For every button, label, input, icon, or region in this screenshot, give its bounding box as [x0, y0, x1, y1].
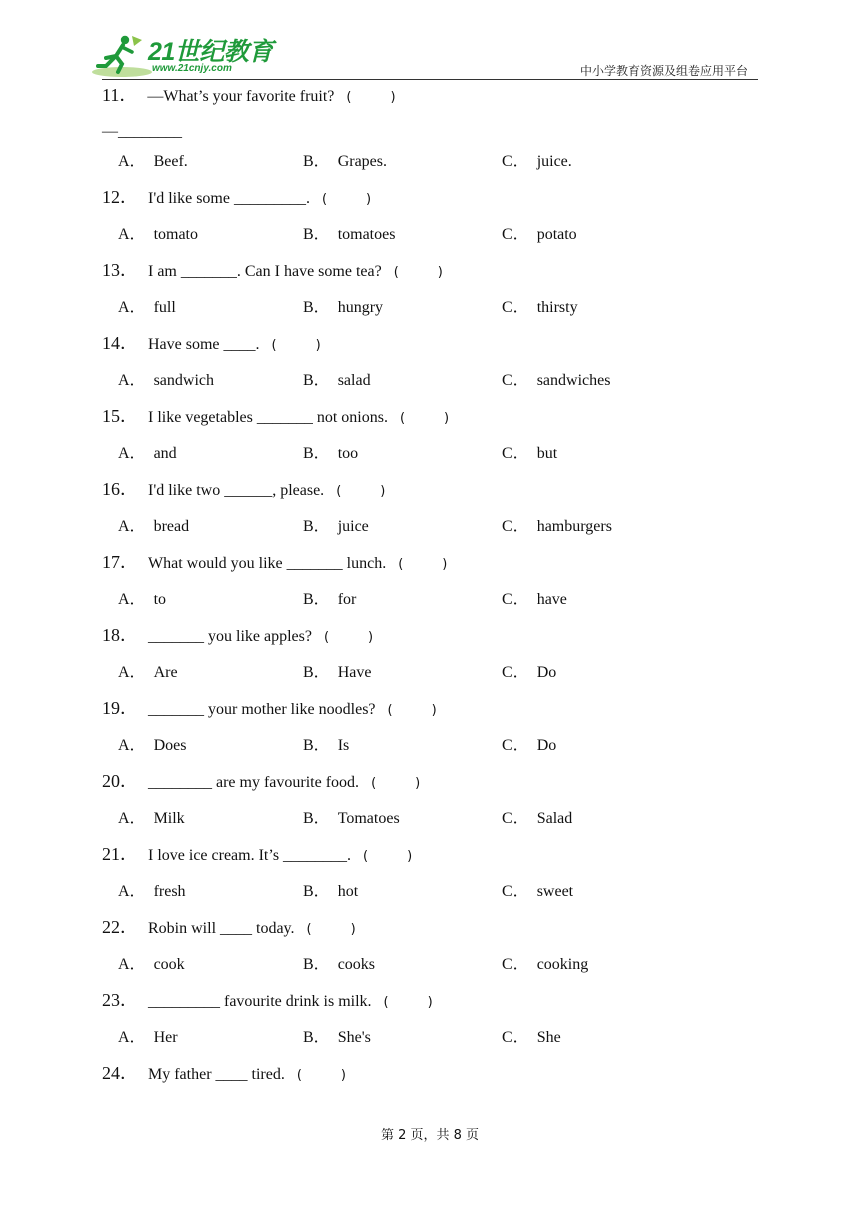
option-letter: C．	[502, 591, 529, 608]
option-c[interactable]	[502, 517, 612, 537]
answer-blank[interactable]: ( )	[398, 557, 448, 572]
option-text: hamburgers	[536, 518, 612, 535]
option-letter: A．	[118, 1029, 146, 1046]
option-letter: A．	[118, 664, 146, 681]
logo-url: www.21cnjy.com	[152, 63, 232, 74]
option-c[interactable]	[502, 1028, 561, 1048]
option-letter: B．	[303, 810, 330, 827]
option-b[interactable]	[303, 152, 387, 172]
site-logo	[92, 34, 273, 80]
option-text: Salad	[536, 810, 573, 827]
question-16	[102, 479, 385, 502]
option-a[interactable]	[118, 517, 189, 537]
option-b[interactable]	[303, 298, 383, 318]
option-text: but	[536, 445, 558, 462]
option-letter: A．	[118, 518, 146, 535]
question-24	[102, 1063, 346, 1086]
question-text: I'd like two ______, please.	[148, 482, 325, 499]
option-c[interactable]	[502, 298, 578, 318]
answer-blank[interactable]: ( )	[383, 995, 433, 1010]
option-letter: B．	[303, 445, 330, 462]
option-text: Beef.	[153, 153, 188, 170]
option-letter: A．	[118, 445, 146, 462]
option-a[interactable]	[118, 444, 177, 464]
option-text: Do	[536, 664, 557, 681]
question-21	[102, 844, 412, 867]
answer-blank[interactable]: ( )	[363, 849, 413, 864]
question-11	[102, 85, 396, 108]
option-letter: A．	[118, 226, 146, 243]
option-text: cooks	[337, 956, 376, 973]
option-a[interactable]	[118, 1028, 178, 1048]
question-text: Robin will ____ today.	[148, 920, 295, 937]
option-b[interactable]	[303, 371, 371, 391]
option-text: fresh	[153, 883, 186, 900]
option-text: full	[153, 299, 176, 316]
logo-text: 21世纪教育	[148, 38, 273, 66]
option-text: Milk	[153, 810, 185, 827]
option-text: sandwiches	[536, 372, 611, 389]
option-b[interactable]	[303, 590, 356, 610]
question-12	[102, 187, 371, 210]
question-17	[102, 552, 447, 575]
option-letter: B．	[303, 518, 330, 535]
option-b[interactable]	[303, 736, 349, 756]
question-number: 13．	[102, 260, 138, 280]
option-c[interactable]	[502, 736, 556, 756]
option-text: She	[536, 1029, 561, 1046]
question-number: 19．	[102, 698, 138, 718]
option-letter: B．	[303, 372, 330, 389]
option-a[interactable]	[118, 882, 186, 902]
option-a[interactable]	[118, 298, 176, 318]
answer-blank[interactable]: ( )	[321, 192, 372, 207]
option-letter: C．	[502, 226, 529, 243]
question-number: 14．	[102, 333, 138, 353]
question-text: Have some ____.	[148, 336, 260, 353]
option-letter: C．	[502, 372, 529, 389]
option-letter: C．	[502, 299, 529, 316]
option-c[interactable]	[502, 955, 588, 975]
option-b[interactable]	[303, 955, 375, 975]
question-text: My father ____ tired.	[148, 1066, 285, 1083]
option-letter: A．	[118, 956, 146, 973]
question-number: 24．	[102, 1063, 138, 1083]
question-19	[102, 698, 437, 721]
question-number: 23．	[102, 990, 138, 1010]
option-c[interactable]	[502, 225, 577, 245]
question-20	[102, 771, 420, 794]
option-letter: B．	[303, 883, 330, 900]
option-letter: B．	[303, 299, 330, 316]
question-number: 11．	[102, 85, 138, 105]
option-letter: B．	[303, 956, 330, 973]
option-letter: C．	[502, 810, 529, 827]
question-text: _______ you like apples?	[148, 628, 312, 645]
option-text: and	[153, 445, 177, 462]
question-number: 15．	[102, 406, 138, 426]
option-text: juice.	[536, 153, 572, 170]
option-text: Do	[536, 737, 557, 754]
option-text: have	[536, 591, 567, 608]
option-a[interactable]	[118, 736, 186, 756]
option-c[interactable]	[502, 444, 557, 464]
option-letter: A．	[118, 372, 146, 389]
question-text: What would you like _______ lunch.	[148, 555, 387, 572]
answer-blank[interactable]: ( )	[399, 411, 450, 426]
question-text: ________ are my favourite food.	[148, 774, 360, 791]
answer-blank[interactable]: ( )	[387, 703, 437, 718]
option-letter: B．	[303, 737, 330, 754]
option-a[interactable]	[118, 371, 214, 391]
option-b[interactable]	[303, 663, 371, 683]
option-c[interactable]	[502, 809, 572, 829]
option-letter: C．	[502, 737, 529, 754]
option-text: Have	[337, 664, 372, 681]
runner-icon	[92, 34, 152, 80]
option-text: thirsty	[536, 299, 578, 316]
option-text: hot	[337, 883, 359, 900]
option-letter: C．	[502, 1029, 529, 1046]
option-letter: C．	[502, 956, 529, 973]
question-15	[102, 406, 449, 429]
option-c[interactable]	[502, 152, 572, 172]
answer-blank[interactable]: ( )	[336, 484, 386, 499]
option-text: cooking	[536, 956, 589, 973]
option-c[interactable]	[502, 882, 573, 902]
option-c[interactable]	[502, 590, 567, 610]
option-c[interactable]	[502, 371, 610, 391]
option-letter: A．	[118, 299, 146, 316]
option-letter: C．	[502, 445, 529, 462]
option-text: salad	[337, 372, 371, 389]
option-b[interactable]	[303, 1028, 371, 1048]
option-text: potato	[536, 226, 577, 243]
option-text: Is	[337, 737, 350, 754]
question-text: _________ favourite drink is milk.	[148, 993, 372, 1010]
option-text: She's	[337, 1029, 371, 1046]
option-text: bread	[153, 518, 190, 535]
answer-line: —________	[102, 123, 182, 140]
question-text: I love ice cream. It’s ________.	[148, 847, 352, 864]
option-letter: B．	[303, 1029, 330, 1046]
option-text: sandwich	[153, 372, 214, 389]
option-letter: B．	[303, 591, 330, 608]
question-number: 21．	[102, 844, 138, 864]
question-18	[102, 625, 373, 648]
option-a[interactable]	[118, 663, 178, 683]
option-text: Her	[153, 1029, 178, 1046]
question-number: 22．	[102, 917, 138, 937]
question-22	[102, 917, 356, 940]
option-text: too	[337, 445, 359, 462]
option-b[interactable]	[303, 225, 395, 245]
question-text: _______ your mother like noodles?	[148, 701, 376, 718]
option-letter: C．	[502, 664, 529, 681]
answer-blank[interactable]: ( )	[393, 265, 443, 280]
option-a[interactable]	[118, 225, 198, 245]
question-14	[102, 333, 321, 356]
answer-blank[interactable]: ( )	[346, 90, 396, 105]
option-text: Tomatoes	[337, 810, 400, 827]
option-b[interactable]	[303, 517, 369, 537]
option-text: for	[337, 591, 357, 608]
question-text: I like vegetables _______ not onions.	[148, 409, 388, 426]
answer-blank[interactable]: ( )	[306, 922, 356, 937]
page-footer: 第 2 页，共 8 页	[380, 1128, 480, 1143]
option-letter: C．	[502, 153, 529, 170]
option-text: sweet	[536, 883, 574, 900]
question-13	[102, 260, 443, 283]
option-a[interactable]	[118, 152, 188, 172]
option-letter: A．	[118, 591, 146, 608]
answer-blank[interactable]: ( )	[371, 776, 421, 791]
question-text: —What’s your favorite fruit?	[147, 88, 335, 105]
option-text: cook	[153, 956, 185, 973]
question-number: 17．	[102, 552, 138, 572]
option-letter: A．	[118, 883, 146, 900]
question-number: 16．	[102, 479, 138, 499]
answer-blank[interactable]: ( )	[296, 1068, 347, 1083]
option-text: Does	[153, 737, 187, 754]
option-letter: B．	[303, 664, 330, 681]
question-number: 12．	[102, 187, 138, 207]
question-text: I'd like some _________.	[148, 190, 310, 207]
option-text: hungry	[337, 299, 384, 316]
page-header	[0, 0, 860, 82]
option-letter: B．	[303, 153, 330, 170]
answer-blank[interactable]: ( )	[323, 630, 374, 645]
option-a[interactable]	[118, 809, 185, 829]
option-b[interactable]	[303, 444, 358, 464]
option-letter: B．	[303, 226, 330, 243]
option-letter: A．	[118, 153, 146, 170]
option-a[interactable]	[118, 955, 185, 975]
answer-blank[interactable]: ( )	[271, 338, 321, 353]
option-text: Grapes.	[337, 153, 387, 170]
option-text: to	[153, 591, 167, 608]
option-letter: A．	[118, 810, 146, 827]
header-divider	[102, 79, 758, 80]
question-number: 20．	[102, 771, 138, 791]
option-a[interactable]	[118, 590, 166, 610]
question-text: I am _______. Can I have some tea?	[148, 263, 382, 280]
option-b[interactable]	[303, 882, 358, 902]
option-b[interactable]	[303, 809, 400, 829]
option-text: juice	[337, 518, 369, 535]
option-text: tomatoes	[337, 226, 396, 243]
option-text: Are	[153, 664, 178, 681]
option-c[interactable]	[502, 663, 556, 683]
site-slogan: 中小学教育资源及组卷应用平台	[579, 64, 748, 78]
option-letter: C．	[502, 518, 529, 535]
option-text: tomato	[153, 226, 198, 243]
question-number: 18．	[102, 625, 138, 645]
option-letter: C．	[502, 883, 529, 900]
option-letter: A．	[118, 737, 146, 754]
question-23	[102, 990, 433, 1013]
